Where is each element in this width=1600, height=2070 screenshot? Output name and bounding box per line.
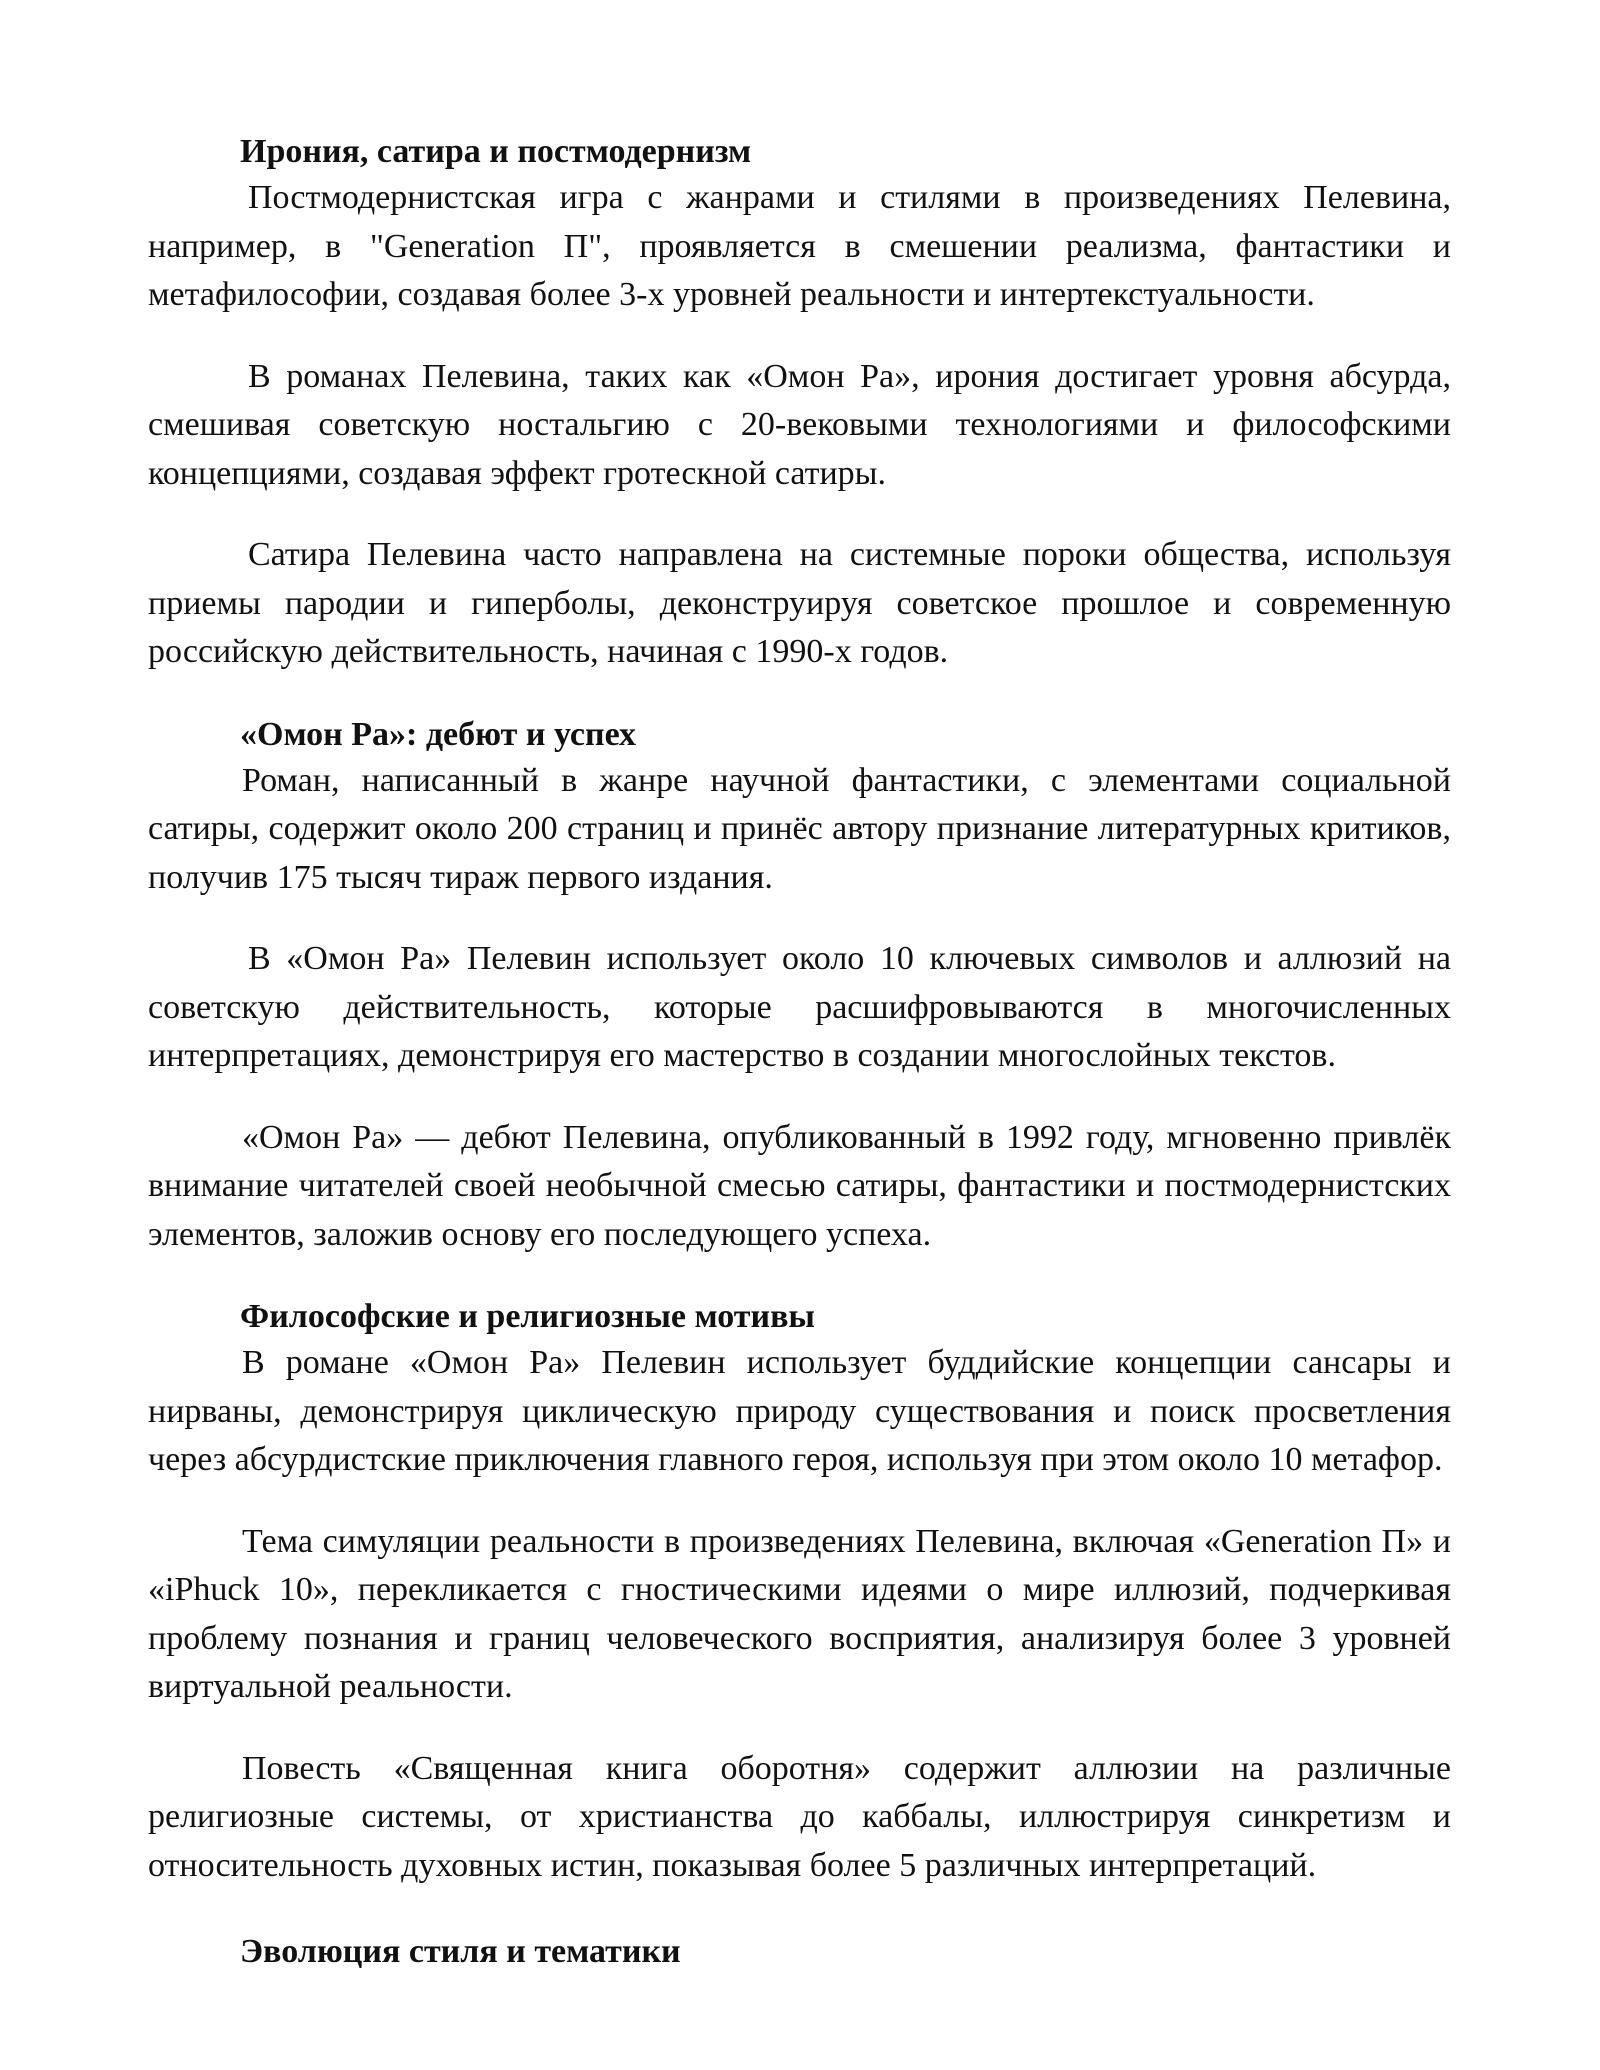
paragraph: В романах Пелевина, таких как «Омон Ра», ирония достигает уровня абсурда, смешивая советскую ностальгию с 20-вековыми технологиями и философскими концепциями, создавая эффект гротескной сатиры.: [148, 357, 1451, 492]
section-philosophy-religion: [148, 1295, 1451, 1890]
section-heading: Философские и религиозные мотивы: [240, 1298, 815, 1335]
paragraph: Постмодернистская игра с жанрами и стилями в произведениях Пелевина, например, в "Generation П", проявляется в смешении реализма, фантастики и метафилософии, создавая более 3-х уровней реальности и интертекстуальности.: [148, 179, 1451, 313]
section-irony-satire: [148, 130, 1451, 677]
document-page: [148, 130, 1451, 1974]
section-heading: «Омон Ра»: дебют и успех: [240, 715, 636, 753]
paragraph: Роман, написанный в жанре научной фантастики, с элементами социальной сатиры, содержит около 200 страниц и принёс автору признание литературных критиков, получив 175 тысяч тираж первого издания.: [148, 761, 1451, 896]
paragraph: Повесть «Священная книга оборотня» содержит аллюзии на различные религиозные системы, от христианства до каббалы, иллюстрируя синкретизм и относительность духовных истин, показывая более 5 различных интерпретаций.: [148, 1749, 1451, 1884]
paragraph: В «Омон Ра» Пелевин использует около 10 ключевых символов и аллюзий на советскую действительность, которые расшифровываются в многочисленных интерпретациях, демонстрируя его мастерство в создании многослойных текстов.: [148, 940, 1451, 1074]
section-style-evolution: [148, 1930, 1451, 1974]
paragraph: Сатира Пелевина часто направлена на системные пороки общества, используя приемы пародии и гиперболы, деконструируя советское прошлое и современную российскую действительность, начиная с 1990-х годов.: [148, 536, 1451, 670]
section-heading: Ирония, сатира и постмодернизм: [240, 133, 752, 170]
paragraph: Тема симуляции реальности в произведениях Пелевина, включая «Generation П» и «iPhuck 10», перекликается с гностическими идеями о мире иллюзий, подчеркивая проблему познания и границ человеческого восприятия, анализируя более 3 уровней виртуальной реальности.: [148, 1522, 1451, 1705]
paragraph: В романе «Омон Ра» Пелевин использует буддийские концепции сансары и нирваны, демонстрируя циклическую природу существования и поиск просветления через абсурдистские приключения главного героя, используя при этом около 10 метафор.: [148, 1344, 1451, 1478]
paragraph: «Омон Ра» — дебют Пелевина, опубликованный в 1992 году, мгновенно привлёк внимание читателей своей необычной смесью сатиры, фантастики и постмодернистских элементов, заложив основу его последующего успеха.: [148, 1118, 1451, 1253]
section-heading: Эволюция стиля и тематики: [240, 1933, 681, 1970]
section-omon-ra-debut: [148, 713, 1451, 1260]
